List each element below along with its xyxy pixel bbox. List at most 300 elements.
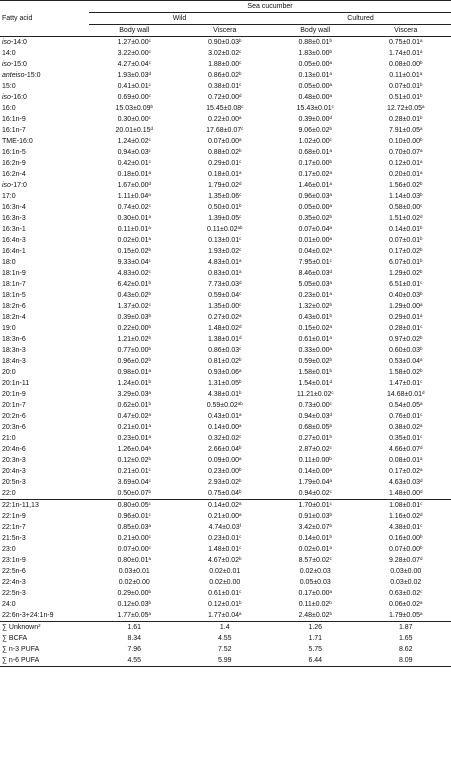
- value-text: 0.03±0.02: [390, 579, 422, 586]
- significance-letter: c: [331, 104, 334, 109]
- value-text: 0.11±0.00: [298, 457, 330, 464]
- significance-letter: d: [329, 269, 333, 274]
- table-row: [0, 70, 451, 81]
- value-cell: [361, 246, 451, 257]
- value-cell: [270, 323, 361, 334]
- value-cell: [361, 279, 451, 290]
- significance-letter: c: [241, 126, 244, 131]
- significance-letter: b: [420, 291, 423, 296]
- value-cell: [89, 59, 180, 70]
- value-cell: [180, 279, 271, 290]
- table-row: [0, 81, 451, 92]
- value-cell: [361, 301, 451, 312]
- value-cell: [89, 466, 180, 477]
- fatty-acid-label: 18:3n-6: [2, 336, 26, 343]
- significance-letter: a: [148, 236, 152, 241]
- significance-letter: a: [420, 423, 423, 428]
- value-cell: [270, 500, 361, 512]
- value-text: 0.73±0.00: [298, 402, 330, 409]
- significance-letter: c: [329, 137, 332, 142]
- value-cell: [89, 312, 180, 323]
- value-cell: [180, 235, 271, 246]
- value-text: 15.43±0.01: [296, 105, 332, 112]
- value-cell: [180, 588, 271, 599]
- fatty-acid-label: 20:3n-6: [2, 424, 26, 431]
- value-text: 3.69±0.04: [117, 479, 149, 486]
- value-text: 0.39±0.00: [298, 116, 330, 123]
- summary-label-text: ∑ n-3 PUFA: [2, 646, 40, 653]
- value-text: 0.83±0.01: [207, 270, 240, 277]
- value-cell: [270, 235, 361, 246]
- significance-letter: b: [420, 335, 423, 340]
- fatty-acid-label: -16:0: [10, 94, 27, 101]
- value-text: 1.48±0.00: [388, 490, 421, 497]
- fatty-acid-name: [0, 334, 89, 345]
- value-cell: [270, 169, 361, 180]
- significance-letter: c: [148, 60, 151, 65]
- fatty-acid-name: [0, 345, 89, 356]
- value-cell: [270, 544, 361, 555]
- value-text: 1.79±0.02: [207, 182, 240, 189]
- significance-letter: b: [420, 247, 423, 252]
- significance-letter: a: [329, 545, 333, 550]
- value-text: 1.31±0.05: [207, 380, 240, 387]
- value-text: 0.93±0.06: [207, 369, 240, 376]
- fatty-acid-name: [0, 411, 89, 422]
- value-cell: [180, 301, 271, 312]
- table-row: [0, 59, 451, 70]
- significance-letter: a: [329, 236, 333, 241]
- value-text: 11.21±0.02: [296, 391, 332, 398]
- significance-letter: b: [148, 346, 152, 351]
- significance-letter: b: [329, 126, 333, 131]
- value-text: 0.85±0.03: [117, 524, 149, 531]
- fatty-acid-name: [0, 125, 89, 136]
- fatty-acid-label: 22:0: [2, 490, 16, 497]
- table-row: [0, 378, 451, 389]
- fatty-acid-label: 18:1n-9: [2, 270, 26, 277]
- value-cell: [361, 213, 451, 224]
- summary-value: 8.34: [127, 635, 142, 642]
- value-text: 4.83±0.02: [117, 270, 149, 277]
- value-text: 8.57±0.02: [298, 557, 330, 564]
- value-text: 0.70±0.07: [388, 149, 421, 156]
- value-text: 1.93±0.02: [208, 248, 240, 255]
- value-cell: [89, 433, 180, 444]
- value-cell: [180, 37, 271, 49]
- value-cell: [180, 158, 271, 169]
- value-cell: [180, 422, 271, 433]
- value-cell: [180, 599, 271, 610]
- value-text: 0.21±0.00: [207, 513, 240, 520]
- value-cell: [180, 312, 271, 323]
- significance-letter: c: [329, 258, 332, 263]
- significance-letter: b: [329, 302, 333, 307]
- value-text: 0.10±0.00: [388, 138, 421, 145]
- significance-letter: b: [148, 335, 152, 340]
- value-text: 14.68±0.01: [387, 391, 422, 398]
- value-cell: [180, 191, 271, 202]
- table-row: [0, 599, 451, 610]
- fatty-acid-label: 16:3n-4: [2, 204, 26, 211]
- significance-letter: b: [239, 357, 242, 362]
- value-text: 1.46±0.01: [298, 182, 330, 189]
- value-cell: [361, 566, 451, 577]
- value-text: 0.14±0.01: [388, 226, 421, 233]
- fatty-acid-name: [0, 290, 89, 301]
- value-cell: [361, 136, 451, 147]
- fatty-acid-label: 23:1n-9: [2, 557, 26, 564]
- significance-letter: b: [239, 489, 242, 494]
- value-cell: [270, 588, 361, 599]
- value-cell: [270, 367, 361, 378]
- value-text: 0.50±0.07: [117, 490, 149, 497]
- significance-letter: c: [331, 390, 334, 395]
- significance-letter: a: [420, 600, 423, 605]
- fatty-acid-name: [0, 577, 89, 588]
- summary-value: 4.55: [89, 655, 180, 667]
- significance-letter: b: [420, 545, 423, 550]
- value-text: 1.24±0.02: [117, 138, 149, 145]
- value-text: 0.43±0.02: [117, 292, 149, 299]
- value-text: 0.40±0.03: [388, 292, 421, 299]
- summary-label: [0, 644, 89, 655]
- significance-letter: a: [420, 49, 423, 54]
- value-cell: [180, 246, 271, 257]
- value-cell: [89, 169, 180, 180]
- significance-letter: a: [329, 225, 333, 230]
- significance-letter: b: [420, 258, 423, 263]
- significance-letter: a: [420, 401, 423, 406]
- value-cell: [361, 356, 451, 367]
- significance-letter: b: [148, 401, 152, 406]
- significance-letter: c: [329, 489, 332, 494]
- value-cell: [180, 169, 271, 180]
- value-text: 0.61±0.01: [298, 336, 330, 343]
- value-text: 12.72±0.05: [387, 105, 422, 112]
- value-text: 7.91±0.05: [388, 127, 421, 134]
- significance-letter: c: [420, 280, 423, 285]
- significance-letter: c: [148, 203, 151, 208]
- value-text: 1.74±0.01: [388, 50, 421, 57]
- significance-letter: c: [148, 467, 151, 472]
- fatty-acid-name: [0, 356, 89, 367]
- fatty-acid-name: [0, 213, 89, 224]
- value-text: 0.05±0.00: [298, 83, 330, 90]
- fatty-acid-label: 14:0: [2, 50, 16, 57]
- significance-letter: a: [148, 368, 152, 373]
- value-text: 1.02±0.00: [298, 138, 330, 145]
- fatty-acid-label: 20:1n-9: [2, 391, 26, 398]
- value-cell: [180, 70, 271, 81]
- header-cultured-viscera: Viscera: [394, 27, 418, 34]
- significance-letter: a: [148, 445, 152, 450]
- value-cell: [180, 511, 271, 522]
- value-cell: [89, 279, 180, 290]
- value-cell: [361, 125, 451, 136]
- value-cell: [89, 477, 180, 488]
- significance-letter: b: [148, 456, 152, 461]
- value-cell: [180, 522, 271, 533]
- value-text: 0.90±0.03: [207, 39, 240, 46]
- value-text: 0.12±0.03: [117, 601, 149, 608]
- significance-letter: a: [420, 456, 423, 461]
- significance-letter: c: [239, 192, 242, 197]
- significance-letter: a: [420, 126, 423, 131]
- value-text: 0.59±0.04: [208, 292, 240, 299]
- value-text: 0.30±0.01: [117, 215, 149, 222]
- value-text: 0.15±0.02: [298, 325, 330, 332]
- value-text: 0.17±0.02: [298, 171, 330, 178]
- value-cell: [180, 224, 271, 235]
- fatty-acid-name: [0, 169, 89, 180]
- fatty-acid-name: [0, 511, 89, 522]
- value-text: 2.93±0.02: [207, 479, 240, 486]
- value-text: 0.11±0.01: [117, 226, 149, 233]
- table-row: [0, 566, 451, 577]
- value-cell: [89, 290, 180, 301]
- significance-letter: b: [239, 445, 242, 450]
- fatty-acid-name: [0, 48, 89, 59]
- value-cell: [89, 235, 180, 246]
- significance-letter: b: [148, 589, 152, 594]
- value-cell: [270, 92, 361, 103]
- significance-letter: a: [420, 611, 423, 616]
- significance-letter: a: [420, 313, 423, 318]
- significance-letter: a: [239, 501, 242, 506]
- value-text: 1.58±0.01: [298, 369, 330, 376]
- value-text: 0.97±0.02: [388, 336, 421, 343]
- significance-letter: b: [420, 225, 423, 230]
- header-wild: Wild: [89, 13, 270, 25]
- fatty-acid-name: [0, 389, 89, 400]
- value-cell: [270, 400, 361, 411]
- value-text: 0.29±0.00: [117, 590, 149, 597]
- significance-letter: b: [148, 600, 152, 605]
- value-cell: [180, 180, 271, 191]
- significance-letter: b: [148, 324, 152, 329]
- fatty-acid-prefix: iso: [2, 182, 11, 189]
- fatty-acid-label: -14:0: [10, 39, 27, 46]
- table-row: [0, 477, 451, 488]
- value-cell: [180, 81, 271, 92]
- value-text: 0.63±0.02: [389, 590, 421, 597]
- significance-letter: b: [420, 137, 423, 142]
- value-text: 1.77±0.05: [117, 612, 149, 619]
- value-text: 0.27±0.02: [207, 314, 240, 321]
- fatty-acid-name: [0, 522, 89, 533]
- value-text: 1.77±0.04: [207, 612, 240, 619]
- value-text: 5.05±0.03: [298, 281, 330, 288]
- value-cell: [361, 202, 451, 213]
- fatty-acid-label: 21:0: [2, 435, 16, 442]
- value-cell: [270, 312, 361, 323]
- summary-value: 7.52: [217, 646, 232, 653]
- significance-letter: b: [329, 214, 333, 219]
- value-text: 1.35±0.00: [208, 303, 240, 310]
- value-cell: [270, 213, 361, 224]
- fatty-acid-label: -15:0: [10, 61, 27, 68]
- value-text: 0.80±0.01: [117, 557, 149, 564]
- value-text: 0.06±0.02: [388, 601, 421, 608]
- table-row: [0, 114, 451, 125]
- value-text: 0.12±0.01: [207, 601, 240, 608]
- fatty-acid-label: 16:1n-7: [2, 127, 26, 134]
- value-text: 0.13±0.01: [298, 72, 330, 79]
- table-row: [0, 488, 451, 500]
- value-text: 1.29±0.00: [388, 303, 421, 310]
- value-cell: [89, 191, 180, 202]
- value-text: 4.38±0.01: [389, 524, 421, 531]
- value-text: 0.11±0.01: [389, 72, 420, 79]
- table-row: [0, 345, 451, 356]
- value-text: 0.32±0.02: [208, 435, 240, 442]
- fatty-acid-name: [0, 180, 89, 191]
- value-cell: [89, 268, 180, 279]
- value-cell: [89, 92, 180, 103]
- significance-letter: b: [148, 291, 152, 296]
- fatty-acid-name: [0, 235, 89, 246]
- value-text: 0.41±0.01: [117, 83, 149, 90]
- value-cell: [89, 213, 180, 224]
- fatty-acid-name: [0, 566, 89, 577]
- value-cell: [270, 290, 361, 301]
- value-cell: [270, 246, 361, 257]
- summary-value: 1.87: [361, 622, 451, 634]
- value-cell: [361, 191, 451, 202]
- value-text: 1.26±0.04: [117, 446, 149, 453]
- significance-letter: d: [420, 556, 423, 561]
- table-row: [0, 312, 451, 323]
- value-cell: [89, 577, 180, 588]
- fatty-acid-name: [0, 202, 89, 213]
- significance-letter: c: [148, 534, 151, 539]
- fatty-acid-name: [0, 191, 89, 202]
- value-cell: [270, 70, 361, 81]
- value-cell: [361, 334, 451, 345]
- value-text: 1.29±0.02: [388, 270, 421, 277]
- table-row: [0, 433, 451, 444]
- value-text: 0.60±0.03: [388, 347, 421, 354]
- significance-letter: c: [148, 38, 151, 43]
- significance-letter: d: [420, 214, 423, 219]
- table-row: [0, 92, 451, 103]
- fatty-acid-label: 16:4n-1: [2, 248, 26, 255]
- fatty-acid-label: 20:4n-3: [2, 468, 26, 475]
- significance-letter: a: [329, 148, 333, 153]
- value-cell: [361, 389, 451, 400]
- value-text: 0.07±0.00: [117, 546, 149, 553]
- value-cell: [361, 323, 451, 334]
- significance-letter: c: [420, 203, 423, 208]
- value-text: 0.94±0.03: [298, 413, 330, 420]
- value-cell: [361, 147, 451, 158]
- value-cell: [361, 544, 451, 555]
- value-text: 0.75±0.04: [207, 490, 240, 497]
- value-cell: [361, 444, 451, 455]
- header-wild-viscera: Viscera: [213, 27, 237, 34]
- fatty-acid-name: [0, 533, 89, 544]
- value-text: 0.22±0.00: [207, 116, 240, 123]
- value-cell: [180, 411, 271, 422]
- fatty-acid-label: 22:6n-3+24:1n-9: [2, 612, 54, 619]
- value-text: 0.72±0.00: [207, 94, 240, 101]
- significance-letter: a: [239, 368, 242, 373]
- value-cell: [361, 180, 451, 191]
- summary-value: 6.44: [270, 655, 361, 667]
- value-cell: [270, 334, 361, 345]
- value-cell: [270, 422, 361, 433]
- significance-letter: c: [239, 236, 242, 241]
- value-cell: [89, 444, 180, 455]
- value-text: 1.58±0.02: [388, 369, 421, 376]
- value-cell: [89, 400, 180, 411]
- fatty-acid-label: 16:4n-3: [2, 237, 26, 244]
- fatty-acid-label: 18:1n-7: [2, 281, 26, 288]
- significance-letter: d: [239, 181, 242, 186]
- value-cell: [270, 37, 361, 49]
- significance-letter: c: [148, 478, 151, 483]
- value-cell: [180, 356, 271, 367]
- significance-letter: a: [329, 478, 333, 483]
- value-cell: [270, 224, 361, 235]
- fatty-acid-name: [0, 455, 89, 466]
- value-cell: [89, 367, 180, 378]
- value-text: 0.17±0.02: [388, 468, 421, 475]
- significance-letter: a: [239, 137, 242, 142]
- value-cell: [180, 103, 271, 114]
- significance-letter: b: [239, 203, 242, 208]
- value-cell: [89, 455, 180, 466]
- value-text: 0.14±0.00: [298, 468, 330, 475]
- value-text: 0.02±0.01: [298, 546, 330, 553]
- significance-letter: c: [148, 159, 151, 164]
- value-cell: [361, 511, 451, 522]
- value-text: 1.93±0.03: [117, 72, 149, 79]
- value-cell: [180, 92, 271, 103]
- value-cell: [180, 367, 271, 378]
- fatty-acid-label: 16:3n-3: [2, 215, 26, 222]
- significance-letter: a: [239, 456, 242, 461]
- value-text: 0.86±0.03: [208, 347, 240, 354]
- value-cell: [270, 180, 361, 191]
- value-cell: [89, 544, 180, 555]
- value-cell: [270, 81, 361, 92]
- significance-letter: b: [329, 523, 333, 528]
- significance-letter: d: [329, 412, 333, 417]
- value-text: 1.32±0.02: [298, 303, 330, 310]
- significance-letter: d: [239, 324, 242, 329]
- value-text: 0.33±0.00: [298, 347, 330, 354]
- value-cell: [180, 610, 271, 622]
- value-cell: [361, 59, 451, 70]
- table-row: [0, 290, 451, 301]
- significance-letter: c: [148, 137, 151, 142]
- value-text: 0.02±0.03: [299, 568, 331, 575]
- value-text: 0.59±0.02: [298, 358, 330, 365]
- value-text: 1.48±0.01: [208, 546, 240, 553]
- value-text: 15.03±0.09: [115, 105, 151, 112]
- significance-letter: a: [148, 556, 152, 561]
- value-text: 1.79±0.05: [388, 612, 421, 619]
- value-cell: [89, 246, 180, 257]
- value-text: 1.47±0.01: [389, 380, 421, 387]
- value-text: 0.05±0.03: [299, 579, 331, 586]
- value-text: 1.67±0.00: [117, 182, 149, 189]
- value-text: 6.07±0.01: [388, 259, 421, 266]
- value-cell: [270, 511, 361, 522]
- summary-label: [0, 622, 89, 634]
